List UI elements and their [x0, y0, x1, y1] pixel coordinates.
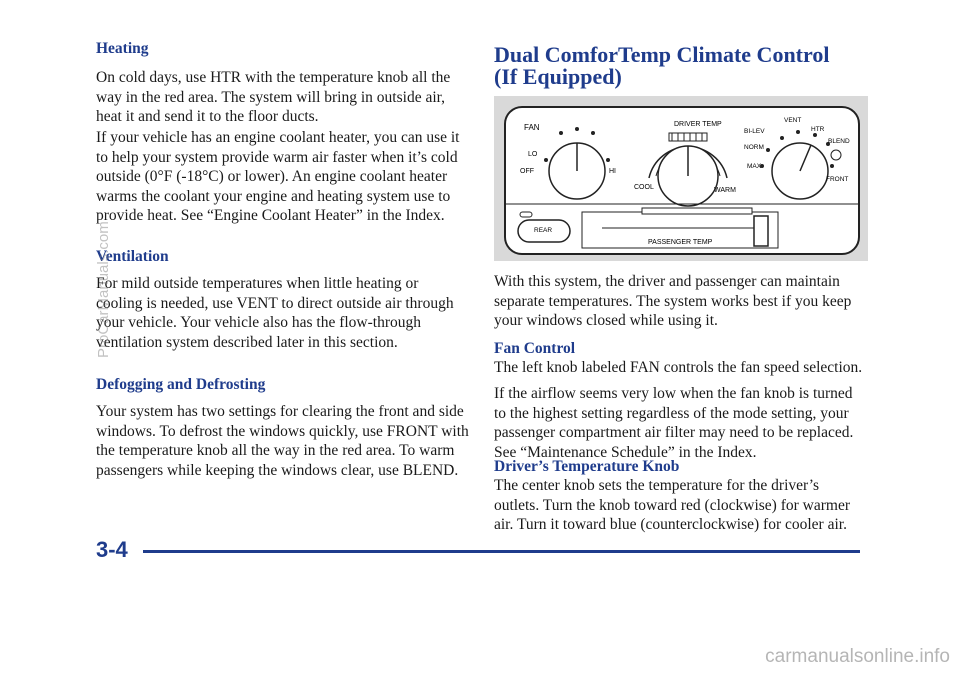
ventilation-paragraph: For mild outside temperatures when little heating or cooling is needed, use VENT to direct outside air through your vehicle. Your vehicle also has the flow-through ventilation system described later in this section. [96, 275, 454, 351]
bilev-label: BI-LEV [744, 128, 765, 135]
ventilation-heading: Ventilation [96, 248, 169, 265]
driver-knob-heading: Driver’s Temperature Knob [494, 458, 680, 475]
climate-control-panel [504, 106, 860, 255]
hi-label: HI [609, 168, 616, 175]
driver-knob-paragraph: The center knob sets the temperature for the driver’s outlets. Turn the knob toward red (clockwise) for warmer air. Turn it toward blue (counterclockwise) for cooler air. [494, 477, 850, 534]
max-label: MAX [747, 163, 762, 170]
front-label: FRONT [826, 176, 849, 183]
heating-paragraph-1: On cold days, use HTR with the temperature knob all the way in the red area. The system will bring in outside air, heat it and send it to the floor ducts. [96, 69, 451, 126]
off-label: OFF [520, 168, 534, 175]
section-title-line-2: (If Equipped) [494, 64, 622, 89]
htr-label: HTR [811, 126, 825, 133]
fan-control-paragraph-2: If the airflow seems very low when the fan knob is turned to the highest setting regardless of the mode setting, your passenger compartment air filter may need to be replaced. See “Maintenance Schedule” in the Index. [494, 385, 854, 461]
cool-label: COOL [634, 184, 654, 191]
warm-label: WARM [714, 187, 736, 194]
passenger-temp-label: PASSENGER TEMP [648, 239, 713, 246]
heating-heading: Heating [96, 40, 149, 57]
footer-rule [143, 550, 860, 553]
fan-knob [544, 127, 610, 199]
defog-paragraph: Your system has two settings for clearing the front and side windows. To defrost the windows quickly, use FRONT with the temperature knob all the way in the red area. To warm passengers while keeping the windows clear, use BLEND. [96, 403, 469, 479]
section-title-line-1: Dual ComforTemp Climate Control [494, 42, 830, 67]
driver-temp-label: DRIVER TEMP [674, 121, 722, 128]
indicator-light [520, 212, 532, 217]
defog-heading: Defogging and Defrosting [96, 376, 266, 393]
site-watermark: carmanualsonline.info [765, 646, 950, 667]
lo-label: LO [528, 151, 538, 158]
fan-control-paragraph-1: The left knob labeled FAN controls the fan speed selection. [494, 359, 863, 376]
driver-temp-knob [649, 133, 727, 206]
vent-label: VENT [784, 117, 802, 124]
norm-label: NORM [744, 144, 764, 151]
fan-control-heading: Fan Control [494, 340, 576, 357]
climate-panel-illustration [506, 108, 858, 253]
rear-label: REAR [534, 227, 553, 234]
passenger-temp-slider-handle [754, 216, 768, 246]
page-number: 3-4 [96, 537, 128, 562]
heating-paragraph-2: If your vehicle has an engine coolant heater, you can use it to help your system provide warm air faster when it’s cold outside (0°F (-18°C) or lower). An engine coolant heater warms the coolant your engine and heating system use to provide heat. See “Engine Coolant Heater” in the Index. [96, 129, 460, 225]
blend-label: BLEND [828, 138, 850, 145]
fan-label: FAN [524, 123, 540, 132]
intro-paragraph: With this system, the driver and passenger can maintain separate temperatures. The system works best if you keep your windows closed while using it. [494, 273, 852, 330]
side-watermark: ProCarManuals.com [95, 221, 112, 358]
climate-control-figure [494, 96, 868, 261]
